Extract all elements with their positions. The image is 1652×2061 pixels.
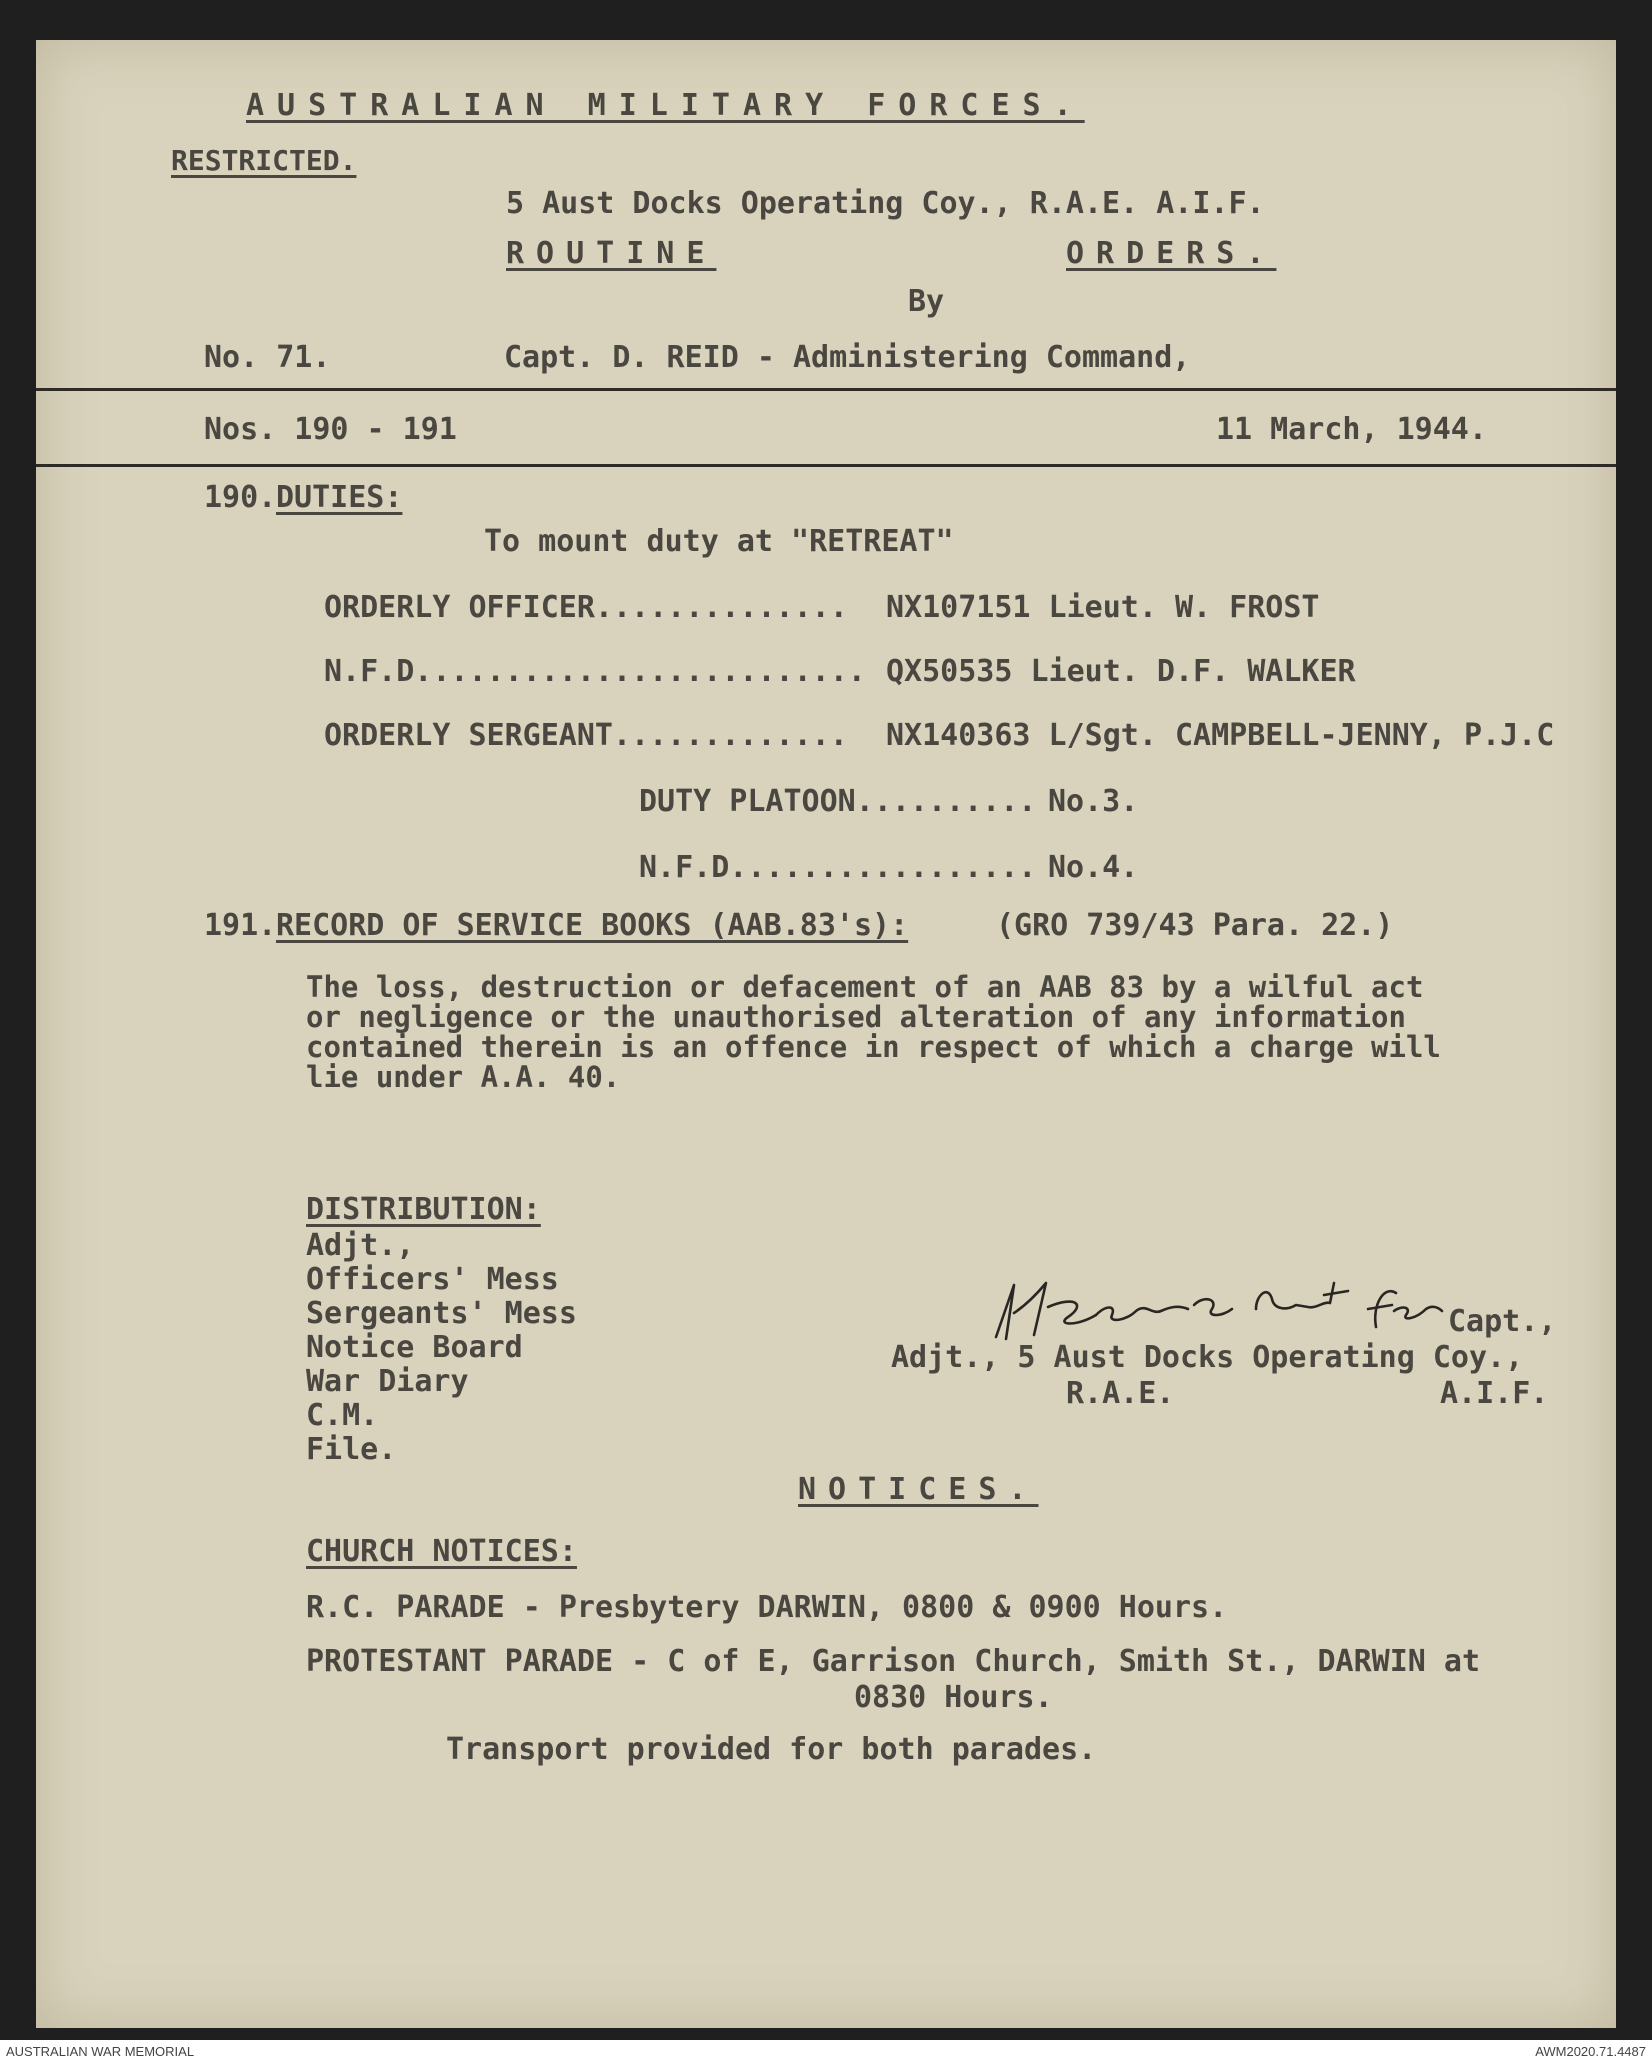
section-191-heading: RECORD OF SERVICE BOOKS (AAB.83's): bbox=[276, 908, 909, 943]
duty-person: QX50535 Lieut. D.F. WALKER bbox=[886, 654, 1356, 689]
order-number: No. 71. bbox=[204, 340, 331, 375]
header-rule-top bbox=[36, 388, 1616, 391]
transport-note: Transport provided for both parades. bbox=[446, 1732, 1097, 1767]
order-range: Nos. 190 - 191 bbox=[204, 412, 457, 447]
unit-name: 5 Aust Docks Operating Coy., R.A.E. A.I.F. bbox=[506, 186, 1265, 221]
classification-label: RESTRICTED. bbox=[171, 144, 357, 177]
routine-heading: ROUTINE bbox=[506, 236, 717, 271]
document-title: AUSTRALIAN MILITARY FORCES. bbox=[246, 88, 1085, 123]
duty-role: ORDERLY SERGEANT............. bbox=[324, 718, 848, 753]
duty-role: ORDERLY OFFICER.............. bbox=[324, 590, 848, 625]
section-191-body-line: contained therein is an offence in respect of which a charge will bbox=[306, 1030, 1441, 1064]
commander-line: Capt. D. REID - Administering Command, bbox=[504, 340, 1191, 375]
distribution-item: C.M. bbox=[306, 1398, 379, 1433]
platoon-value: No.4. bbox=[1048, 850, 1139, 885]
platoon-label: N.F.D................. bbox=[639, 850, 1037, 885]
distribution-item: Officers' Mess bbox=[306, 1262, 559, 1297]
protestant-parade-line: 0830 Hours. bbox=[854, 1680, 1053, 1715]
section-190-intro: To mount duty at "RETREAT" bbox=[484, 524, 954, 559]
notices-heading: NOTICES. bbox=[798, 1472, 1039, 1507]
rc-parade: R.C. PARADE - Presbytery DARWIN, 0800 & 0900 Hours. bbox=[306, 1590, 1228, 1625]
signature-rank: Capt., bbox=[1448, 1304, 1557, 1339]
distribution-item: Notice Board bbox=[306, 1330, 523, 1365]
protestant-parade-line: PROTESTANT PARADE - C of E, Garrison Church, Smith St., DARWIN at bbox=[306, 1644, 1480, 1679]
signature-line-2-left: R.A.E. bbox=[1066, 1376, 1175, 1411]
duty-person: NX140363 L/Sgt. CAMPBELL-JENNY, P.J.C bbox=[886, 718, 1555, 753]
distribution-heading: DISTRIBUTION: bbox=[306, 1192, 541, 1227]
section-191-body-line: The loss, destruction or defacement of an AAB 83 by a wilful act bbox=[306, 970, 1424, 1004]
section-190-heading: DUTIES: bbox=[276, 480, 403, 515]
section-191-body-line: lie under A.A. 40. bbox=[306, 1060, 621, 1094]
section-191-body-line: or negligence or the unauthorised alteration of any information bbox=[306, 1000, 1406, 1034]
section-190-number: 190. bbox=[204, 480, 277, 515]
section-191-reference: (GRO 739/43 Para. 22.) bbox=[996, 908, 1394, 943]
platoon-label: DUTY PLATOON.......... bbox=[639, 784, 1037, 819]
duty-role: N.F.D......................... bbox=[324, 654, 866, 689]
by-label: By bbox=[908, 284, 945, 319]
footer-institution: AUSTRALIAN WAR MEMORIAL bbox=[6, 2044, 195, 2059]
signature-line-2-right: A.I.F. bbox=[1440, 1376, 1549, 1411]
header-rule-bottom bbox=[36, 464, 1616, 467]
church-notices-heading: CHURCH NOTICES: bbox=[306, 1534, 577, 1569]
distribution-item: War Diary bbox=[306, 1364, 469, 1399]
order-date: 11 March, 1944. bbox=[1216, 412, 1487, 447]
distribution-item: Adjt., bbox=[306, 1228, 415, 1263]
distribution-item: File. bbox=[306, 1432, 397, 1467]
footer-accession: AWM2020.71.4487 bbox=[1535, 2044, 1646, 2059]
document-sheet bbox=[36, 40, 1616, 2028]
signature-line-1: Adjt., 5 Aust Docks Operating Coy., bbox=[891, 1340, 1524, 1375]
duty-person: NX107151 Lieut. W. FROST bbox=[886, 590, 1320, 625]
section-191-number: 191. bbox=[204, 908, 277, 943]
orders-heading: ORDERS. bbox=[1066, 236, 1277, 271]
distribution-item: Sergeants' Mess bbox=[306, 1296, 577, 1331]
platoon-value: No.3. bbox=[1048, 784, 1139, 819]
